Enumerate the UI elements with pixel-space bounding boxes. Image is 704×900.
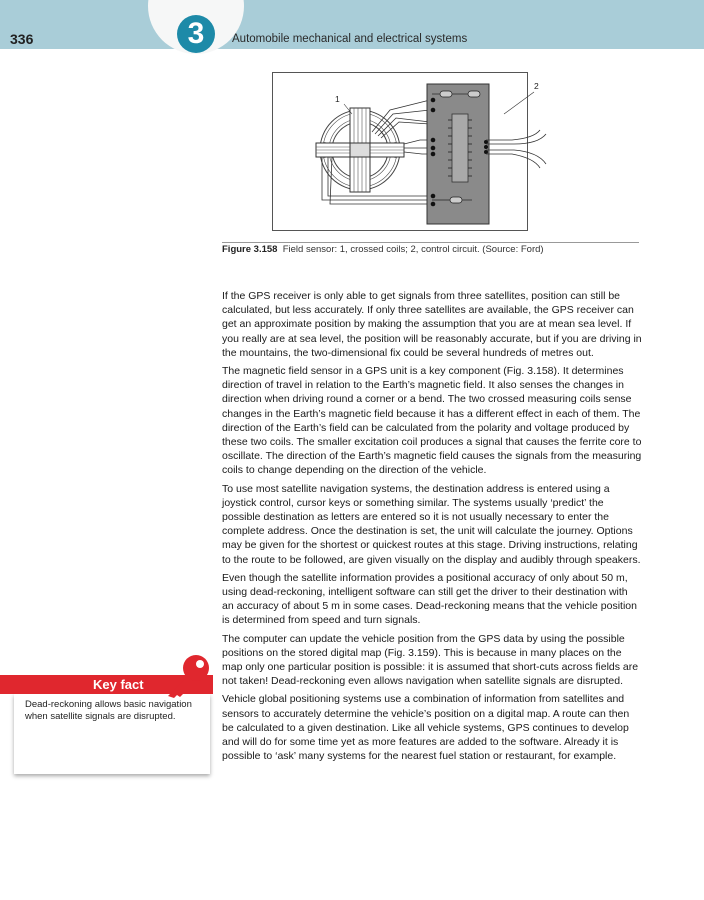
field-sensor-diagram: [272, 72, 572, 237]
output-cable: [486, 130, 546, 168]
chapter-title: Automobile mechanical and electrical systems: [232, 33, 468, 45]
paragraph: If the GPS receiver is only able to get signals from three satellites, position can still be calculated, but less accurately. If only three satellites are available, the GPS receiver can get an approximate position by making the assumption that you are at mean sea level. If you really are at sea level, the position will be reasonably accurate, but if you are driving in the mountains, the two-dimensional fix could be several hundreds of metres out.: [222, 290, 642, 359]
key-fact-text: Dead-reckoning allows basic navigation when satellite signals are disrupted.: [25, 699, 192, 722]
caption-rule: [222, 242, 639, 243]
key-fact-title: Key fact: [93, 677, 144, 692]
figure-label-2: 2: [534, 81, 539, 91]
key-icon: [158, 650, 214, 700]
control-circuit-board: [427, 84, 489, 224]
paragraph: Even though the satellite information provides a positional accuracy of only about 50 m, using dead-reckoning, intelligent software can still get the driver to their destination with an accuracy of about 5 m in some cases. Dead-reckoning means that the vehicle position is determined from speed and turn signals.: [222, 571, 637, 627]
crossed-coils: [316, 108, 404, 192]
paragraph: Vehicle global positioning systems use a combination of information from satellites and sensors to accurately determine the vehicle’s position on a digital map. A route can then be calculated to a given destination. Like all vehicle systems, GPS continues to develop and will do for some time yet as more features are added to the software. Already it is possible to ‘ask’ many systems for the nearest fuel station or restaurant, for example.: [222, 693, 630, 763]
figure-caption-text: Field sensor: 1, crossed coils; 2, control circuit. (Source: Ford): [282, 244, 544, 255]
figure-caption: [222, 244, 544, 255]
figure-label-1: 1: [335, 94, 340, 104]
paragraph: The magnetic field sensor in a GPS unit is a key component (Fig. 3.158). It determines direction of travel in relation to the Earth’s magnetic field. It also senses the changes in direction when driving round a corner or a bend. The two crossed measuring coils sense changes in the Earth’s magnetic field because it has a different effect in each of them. The direction of the Earth’s field can be calculated from the polarity and voltage produced by these two coils. The smaller excitation coil produces a signal that causes the ferrite core to oscillate. The direction of the Earth’s magnetic field causes the signals from the measuring coils to change depending on the direction of the vehicle.: [222, 365, 642, 477]
page-number: 336: [10, 31, 34, 47]
body-text: [222, 289, 642, 768]
chapter-number-badge: 3: [177, 15, 215, 53]
paragraph: To use most satellite navigation systems, the destination address is entered using a joystick control, cursor keys or something similar. The systems usually ‘predict’ the possible destination as letters are entered so it is not usually necessary to enter the complete address. Once the destination is set, the unit will calculate the journey. Options may be given for the shortest or quickest routes at this stage. Driving instructions, relating to the route to be followed, are given visually on the display and audibly through speakers.: [222, 482, 641, 566]
paragraph: The computer can update the vehicle position from the GPS data by using the possible positions on the stored digital map (Fig. 3.159). This is because in many places on the map only one particular position is possible: it is assumed that short-cuts across fields are not taken! Dead-reckoning even allows navigation when satellite signals are disrupted.: [222, 632, 639, 688]
figure-number: Figure 3.158: [222, 244, 278, 255]
